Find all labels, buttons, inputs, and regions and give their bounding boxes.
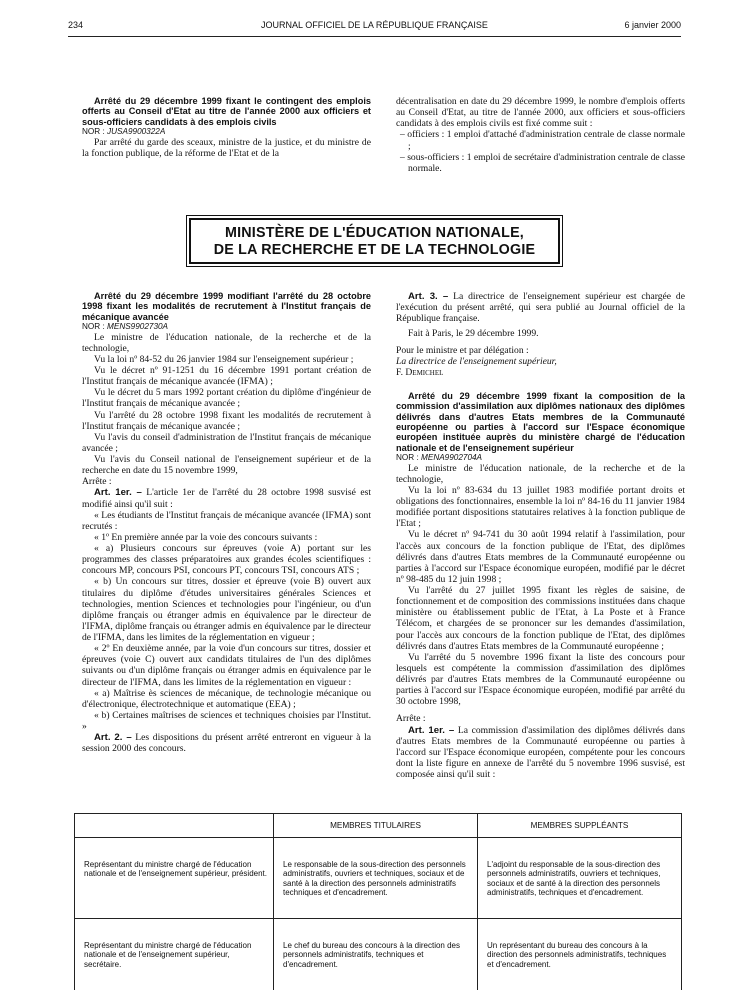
arrete-heading: Arrête :	[396, 713, 426, 725]
paragraph: décentralisation en date du 29 décembre 1999, le nombre d'emplois offerts au Conseil d'Etat, au titre de l'année 2000, aux officiers et sous-officiers candidats à des emplois civils est fixé comme suit :	[396, 96, 685, 130]
paragraph: Vu l'avis du Conseil national de l'enseignement supérieur et de la recherche en date du 15 novembre 1999,	[82, 454, 371, 477]
paragraph: Vu la loi nº 83-634 du 13 juillet 1983 modifiée portant droits et obligations des fonctionnaires, ensemble la loi nº 84-16 du 11 janvier 1984 modifiée portant dispositions statutaires relatives à la fonction publique de l'Etat ;	[396, 484, 685, 530]
table-header-row	[75, 814, 682, 838]
decree-title: Arrêté du 29 décembre 1999 modifiant l'arrêté du 28 octobre 1998 fixant les modalités de recrutement à l'Institut français de mécanique avancée	[82, 291, 371, 322]
table-cell: Un représentant du bureau des concours à la direction des personnels administratifs, techniques et d'encadrement.	[478, 918, 682, 990]
table-row	[75, 918, 682, 990]
decree-title: Arrêté du 29 décembre 1999 fixant la composition de la commission d'assimilation aux diplômes nationaux des diplômes délivrés dans d'autres Etats membres de la Communauté européenne ou parties à l'accord sur l'Espace économique européen instituée auprès du ministère chargé de l'éducation nationale et de l'enseignement supérieur	[396, 390, 685, 453]
table-cell: Représentant du ministre chargé de l'éducation nationale et de l'enseignement supérieur, président.	[75, 838, 274, 919]
paragraph: Vu le décret nº 94-741 du 30 août 1994 relatif à l'assimilation, pour l'accès aux concours de la fonction publique de l'Etat, des diplômes délivrés dans d'autres Etats membres de la Communauté européenne ou parties à l'accord sur l'Espace économique européen, modifié par le décret nº 98-485 du 12 juin 1998 ;	[396, 529, 685, 585]
decree-conseil-etat	[82, 96, 371, 159]
page-header	[68, 20, 681, 32]
article-1: Art. 1er. – La commission d'assimilation des diplômes délivrés dans d'autres Etats membres de la Communauté européenne ou parties à l'accord sur l'Espace économique européen, compétente pour les concours dont la liste figure en annexe de l'arrêté du 5 novembre 1996 susvisé, est composée ainsi qu'il suit :	[396, 724, 685, 781]
article-2: Art. 2. – Les dispositions du présent arrêté entreront en vigueur à la session 2000 des concours.	[82, 732, 371, 755]
paragraph: Vu l'arrêté du 27 juillet 1995 fixant les règles de saisine, de fonctionnement et de composition des commissions instituées dans chaque ministère ou établissement public de l'Etat, à La Poste et à France Télécom, et chargées de se prononcer sur les demandes d'assimilation, pour l'accès aux concours de la fonction publique de l'Etat, des diplômes délivrés dans d'autres Etats membres de la Communauté européenne ;	[396, 585, 685, 652]
ministry-line-2: DE LA RECHERCHE ET DE LA TECHNOLOGIE	[213, 242, 536, 259]
paragraph: « 1º En première année par la voie des concours suivants :	[94, 531, 318, 543]
paragraph: Vu le décret du 5 mars 1992 portant création du diplôme d'ingénieur de l'Institut français de mécanique avancée ;	[82, 387, 371, 410]
table-cell: Le chef du bureau des concours à la direction des personnels administratifs, techniques et d'encadrement.	[274, 918, 478, 990]
article-3: Art. 3. – La directrice de l'enseignement supérieur est chargée de l'exécution du présent arrêté, qui sera publié au Journal officiel de la République française.	[396, 291, 685, 325]
journal-title: JOURNAL OFFICIEL DE LA RÉPUBLIQUE FRANÇAISE	[261, 20, 488, 30]
nor-reference: NOR : MENA9902704A	[396, 453, 483, 463]
paragraph: « Les étudiants de l'Institut français de mécanique avancée (IFMA) sont recrutés :	[82, 509, 371, 532]
paragraph: « a) Maîtrise ès sciences de mécanique, de technologie mécanique ou d'électronique, électrotechnique et automatique (EEA) ;	[82, 687, 371, 710]
issue-date: 6 janvier 2000	[624, 20, 681, 30]
paragraph: « 2º En deuxième année, par la voie d'un concours sur titres, dossier et épreuves (voie C) ouvert aux candidats titulaires de l'un des diplômes suivants ou d'un diplôme français ou étranger admis en équivalence par le directeur de l'IFMA, dans les limites de la réglementation en vigueur :	[82, 643, 371, 688]
table-header: MEMBRES SUPPLÉANTS	[478, 814, 682, 838]
article-1: Art. 1er. – L'article 1er de l'arrêté du 28 octobre 1998 susvisé est modifié ainsi qu'il suit :	[82, 487, 371, 510]
signatory-name: F. Demichel	[396, 366, 444, 378]
table-cell: Le responsable de la sous-direction des personnels administratifs, ouvriers et techniques, sociaux et de santé à la direction des personnels administratifs techniques et d'encadrement.	[274, 838, 478, 919]
arrete-heading: Arrête :	[82, 476, 112, 488]
paragraph: « b) Certaines maîtrises de sciences et techniques choisies par l'Institut. »	[82, 709, 371, 733]
table-cell: L'adjoint du responsable de la sous-direction des personnels administratifs, ouvriers et techniques, sociaux et de santé à la direction des personnels administratifs, techniques et d'encadrement.	[478, 838, 682, 919]
signature-place-date: Fait à Paris, le 29 décembre 1999.	[408, 328, 539, 340]
paragraph: Le ministre de l'éducation nationale, de la recherche et de la technologie,	[396, 462, 685, 485]
paragraph: Le ministre de l'éducation nationale, de la recherche et de la technologie,	[82, 331, 371, 354]
ministry-heading	[189, 218, 560, 264]
decree-conseil-etat-continued	[396, 96, 685, 174]
page-number: 234	[68, 20, 84, 30]
table-cell: Représentant du ministre chargé de l'éducation nationale et de l'enseignement supérieur, secrétaire.	[75, 918, 274, 990]
list-item: – officiers : 1 emploi d'attaché d'administration centrale de classe normale ;	[400, 129, 685, 152]
paragraph: Vu la loi nº 84-52 du 26 janvier 1984 sur l'enseignement supérieur ;	[94, 353, 354, 365]
table-header	[75, 814, 274, 838]
nor-reference: NOR : JUSA9900322A	[82, 127, 166, 137]
list-item: – sous-officiers : 1 emploi de secrétaire d'administration centrale de classe normale.	[400, 151, 685, 174]
decree-commission	[396, 291, 685, 780]
signature-line: La directrice de l'enseignement supérieur,	[396, 355, 557, 367]
nor-reference: NOR : MENS9902730A	[82, 322, 169, 332]
header-rule	[68, 36, 681, 37]
paragraph: « a) Plusieurs concours sur épreuves (voie A) portant sur les programmes des classes préparatoires aux grandes écoles scientifiques : concours MP, concours PSI, concours PT, concours TSI, concours ATS ;	[82, 543, 371, 577]
paragraph: Vu le décret nº 91-1251 du 16 décembre 1991 portant création de l'Institut français de mécanique avancée (IFMA) ;	[82, 365, 371, 388]
table-header: MEMBRES TITULAIRES	[274, 814, 478, 838]
ministry-line-1: MINISTÈRE DE L'ÉDUCATION NATIONALE,	[225, 225, 524, 241]
table-row	[75, 838, 682, 919]
decree-ifma	[82, 291, 371, 754]
decree-title: Arrêté du 29 décembre 1999 fixant le contingent des emplois offerts au Conseil d'Etat au titre de l'année 2000 aux officiers et sous-officiers candidats à des emplois civils	[82, 96, 371, 127]
commission-members-table	[74, 813, 682, 990]
paragraph: Vu l'arrêté du 28 octobre 1998 fixant les modalités de recrutement à l'Institut français de mécanique avancée ;	[82, 409, 371, 432]
paragraph: Vu l'arrêté du 5 novembre 1996 fixant la liste des concours pour lesquels est compétente la commission d'assimilation des diplômes délivrés par d'autres Etats membres de la Communauté européenne ou parties à l'accord sur l'Espace économique européen, modifié par arrêté du 30 octobre 1998,	[396, 651, 685, 708]
paragraph: Par arrêté du garde des sceaux, ministre de la justice, et du ministre de la fonction publique, de la réforme de l'Etat et de la	[82, 136, 371, 159]
paragraph: « b) Un concours sur titres, dossier et épreuve (voie B) ouvert aux titulaires du diplôme d'études universitaires générales Sciences et technologies, mention Sciences et technologies pour l'ingénieur, ou d'un diplôme français ou étranger admis en équivalence par le directeur de l'IFMA, diplôme français ou étranger admis en équivalence par le directeur de l'IFMA, dans les limites de la réglementation en vigueur ;	[82, 576, 371, 644]
signature-line: Pour le ministre et par délégation :	[396, 344, 529, 356]
paragraph: Vu l'avis du conseil d'administration de l'Institut français de mécanique avancée ;	[82, 431, 371, 454]
